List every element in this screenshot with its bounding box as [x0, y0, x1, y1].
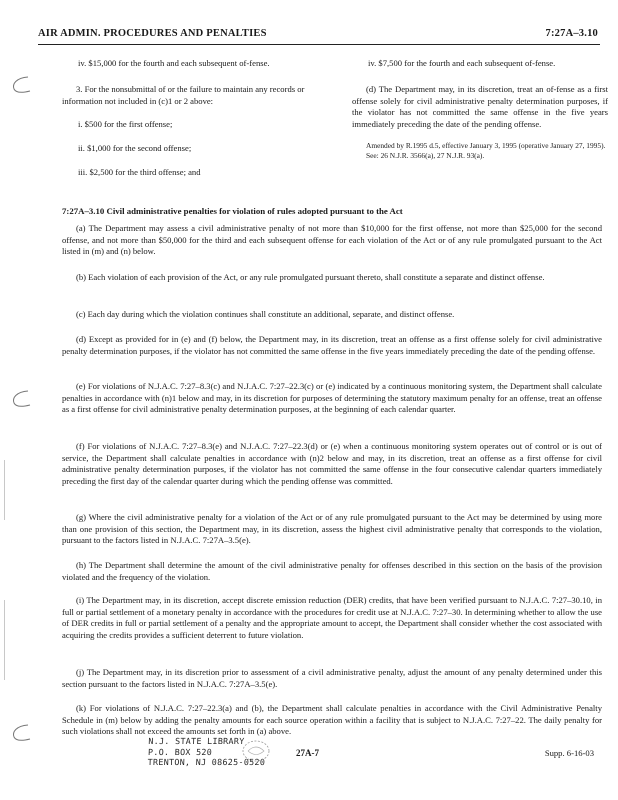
- paragraph-k: (k) For violations of N.J.A.C. 7:27–22.3(a) and (b), the Department shall calculate penalties in accordance with the Civil Administrative Penalty Schedule in (m) below by adding the penalty amounts for each source operation within a facility that is subject to N.J.A.C. 7:27–22. The daily penalty for such violations shall not exceed the amounts set forth in (a) above.: [62, 702, 602, 737]
- page-number: 27A-7: [296, 748, 319, 758]
- header-title: AIR ADMIN. PROCEDURES AND PENALTIES: [38, 28, 267, 39]
- citation-note: See: 26 N.J.R. 3566(a), 27 N.J.R. 93(a).: [366, 151, 485, 161]
- paragraph-h: (h) The Department shall determine the amount of the civil administrative penalty for offenses described in this section on the basis of the provision violated and the frequency of the violation.: [62, 559, 602, 582]
- list-item: ii. $1,000 for the second offense;: [78, 143, 192, 154]
- paragraph-d: (d) Except as provided for in (e) and (f) below, the Department may, in its discretion, treat an offense as a first offense solely for civil administrative penalty determination purposes, if the violator has not committed the same offense in the five years immediately preceding the date of the pending offense.: [62, 333, 602, 356]
- paragraph-g: (g) Where the civil administrative penalty for a violation of the Act or of any rule promulgated pursuant to the Act may be determined by using more than one provision of this section, the Department may, in its discretion, assess the highest civil administrative penalty that corresponds to the violation, pursuant to the factors listed in N.J.A.C. 7:27A–3.5(e).: [62, 511, 602, 546]
- paragraph-a: (a) The Department may assess a civil administrative penalty of not more than $10,000 for the first offense, not more than $25,000 for the second offense, and not more than $50,000 for the third and each subsequent offense for each violation of the Act or of any rule promulgated pursuant to the Act listed in (m) and (n) below.: [62, 222, 602, 257]
- library-seal-icon: [240, 738, 272, 764]
- section-heading: 7:27A–3.10 Civil administrative penalties for violation of rules adopted pursuant to the Act: [62, 206, 403, 216]
- paragraph-d: (d) The Department may, in its discretion, treat an of-fense as a first offense solely for civil administrative penalty determination purposes, if the violator has not committed the same offense in the five years immediately preceding the date of the pending offense.: [352, 83, 608, 130]
- two-column-block: [62, 58, 608, 203]
- header-section-code: 7:27A–3.10: [545, 28, 598, 39]
- scan-edge-line: [4, 600, 5, 680]
- paragraph-b: (b) Each violation of each provision of the Act, or any rule promulgated pursuant thereto, shall constitute a separate and distinct offense.: [76, 271, 545, 282]
- page-footer: [0, 736, 618, 786]
- list-item: iv. $15,000 for the fourth and each subsequent of-fense.: [78, 58, 270, 68]
- running-header: [38, 26, 600, 45]
- left-column: [62, 58, 320, 191]
- paragraph-3: 3. For the nonsubmittal of or the failure to maintain any records or information not included in (c)1 or 2 above:: [62, 83, 305, 106]
- paragraph-f: (f) For violations of N.J.A.C. 7:27–8.3(e) and N.J.A.C. 7:27–22.3(d) or (e) when a continuous monitoring system operates out of control or is out of service, the Department shall calculate penalties in accordance with (n)2 below and may, in its discretion, treat an offense as a first offense for civil administrative penalty determination purposes, if the violator has not committed the same offense in the four consecutive calendar quarters immediately preceding the first day of the calendar quarter during which the pending offense was committed.: [62, 440, 602, 487]
- stamp-line: P.O. BOX 520: [147, 746, 213, 757]
- binding-mark-icon: [8, 388, 34, 410]
- list-item: iii. $2,500 for the third offense; and: [78, 166, 201, 177]
- amendment-note: Amended by R.1995 d.5, effective January 3, 1995 (operative January 27, 1995).: [366, 140, 606, 150]
- binding-mark-icon: [8, 74, 34, 96]
- stamp-line: N.J. STATE LIBRARY: [148, 736, 245, 746]
- scan-edge-line: [4, 460, 5, 520]
- stamp-line: TRENTON, NJ 08625-0520: [147, 757, 266, 767]
- list-item: iv. $7,500 for the fourth and each subsequent of-fense.: [368, 58, 556, 68]
- supplement-date: Supp. 6-16-03: [544, 748, 594, 758]
- right-column: [352, 58, 608, 168]
- paragraph-i: (i) The Department may, in its discretion, accept discrete emission reduction (DER) credits, that have been verified pursuant to N.J.A.C. 7:27–30.10, in full or partial settlement of a monetary penalty in accordance with the procedures for credit use at N.J.A.C. 7:27–30. In determining whether to allow the use of DER credits in full or partial settlement of a penalty and the appropriate amount to accept, the Department shall consider whether the cost associated with acquiring the credits provides a sufficient deterrent to future violation.: [62, 594, 602, 641]
- paragraph-j: (j) The Department may, in its discretion prior to assessment of a civil administrative penalty, adjust the amount of any penalty determined under this section pursuant to the factors listed in N.J.A.C. 7:27A–3.5(e).: [62, 666, 602, 689]
- paragraph-c: (c) Each day during which the violation continues shall constitute an additional, separate, and distinct offense.: [76, 308, 455, 319]
- paragraph-e: (e) For violations of N.J.A.C. 7:27–8.3(c) and N.J.A.C. 7:27–22.3(c) or (e) indicated by a continuous monitoring system, the Department shall calculate penalties in accordance with (n)1 below and may, in its discretion for purposes of determining the statutory maximum penalty for an offense, treat an offense as a first offense for civil administrative penalty determination purposes, at the beginning of each calendar quarter.: [62, 380, 602, 415]
- list-item: i. $500 for the first offense;: [78, 119, 173, 130]
